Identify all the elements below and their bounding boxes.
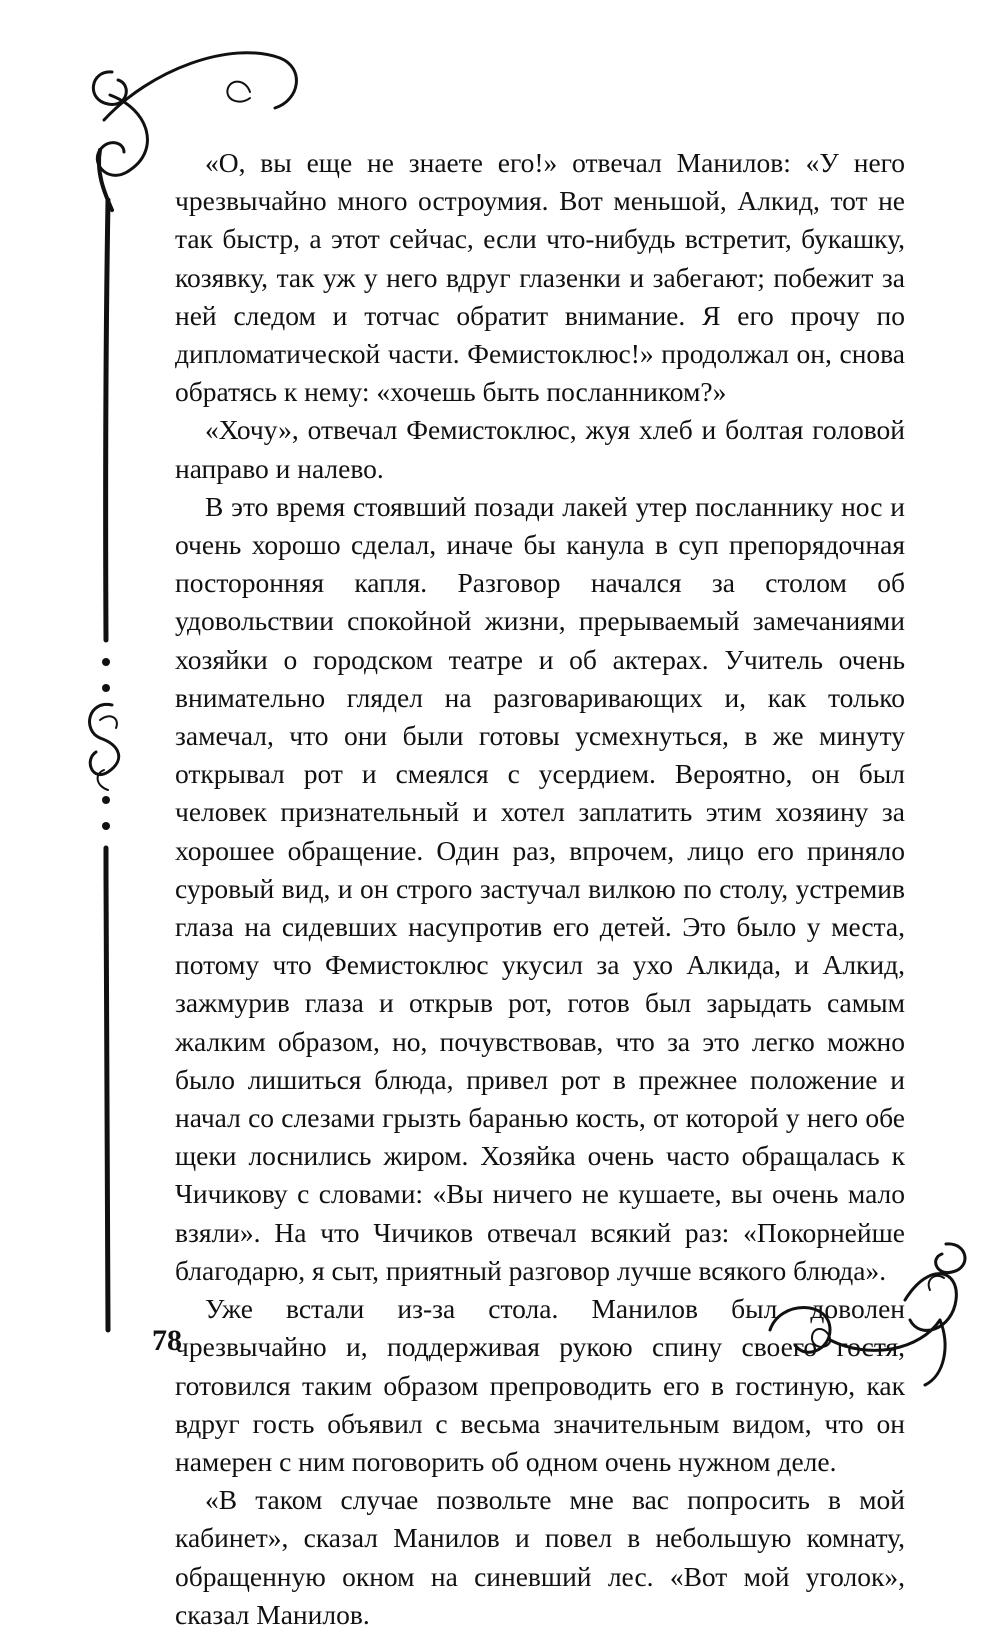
- page-number: 78: [152, 1324, 182, 1357]
- paragraph-1: «О, вы еще не знаете его!» отвечал Манилов: «У него чрезвычайно много остроумия. Вот меньшой, Алкид, тот не так быстр, а этот сейчас, если что-нибудь встретит, букашку, козявку, так уж у него вдруг глазенки и забегают; побежит за ней следом и тотчас обратит внимание. Я его прочу по дипломатической части. Фемистоклюс!» продолжал он, снова обратясь к нему: «хочешь быть посланником?»: [175, 147, 905, 408]
- left-rule-upper: [106, 200, 108, 640]
- main-text: [175, 144, 905, 1634]
- paragraph-4: Уже встали из-за стола. Манилов был доволен чрезвычайно и, поддерживая рукою спину своего гостя, готовился таким образом препроводить его в гостиную, как вдруг гость объявил с весьма значительным видом, что он намерен с ним поговорить об одном очень нужном деле.: [175, 1293, 905, 1477]
- left-rule-lower: [106, 848, 108, 1330]
- middle-curl: [90, 704, 119, 790]
- left-dots: [102, 658, 110, 830]
- paragraph-5: «В таком случае позвольте мне вас попросить в мой кабинет», сказал Манилов и повел в небольшую комнату, обращенную окном на синевший лес. «Вот мой уголок», сказал Манилов.: [175, 1484, 905, 1630]
- paragraph-2: «Хочу», отвечал Фемистоклюс, жуя хлеб и болтая головой направо и налево.: [175, 414, 905, 484]
- paragraph-3: В это время стоявший позади лакей утер посланнику нос и очень хорошо сделал, иначе бы канула в суп препорядочная посторонняя капля. Разговор начался за столом об удовольствии спокойной жизни, прерываемый замечаниями хозяйки о городском театре и об актерах. Учитель очень внимательно глядел на разговаривающих и, как только замечал, что они были готовы усмехнуться, в же минуту открывал рот и смеялся с усердием. Вероятно, он был человек признательный и хотел заплатить этим хозяину за хорошее обращение. Один раз, впрочем, лицо его приняло суровый вид, и он строго застучал вилкою по столу, устремив глаза на сидевших насупротив его детей. Это было у места, потому что Фемистоклюс укусил за ухо Алкида, и Алкид, зажмурив глаза и открыв рот, готов был зарыдать самым жалким образом, но, почувствовав, что за это легко можно было лишиться блюда, привел рот в прежнее положение и начал со слезами грызть баранью кость, от которой у него обе щеки лоснились жиром. Хозяйка очень часто обращалась к Чичикову с словами: «Вы ничего не кушаете, вы очень мало взяли». На что Чичиков отвечал всякий раз: «Покорнейше благодарю, я сыт, приятный разговор лучше всякого блюда».: [175, 490, 905, 1286]
